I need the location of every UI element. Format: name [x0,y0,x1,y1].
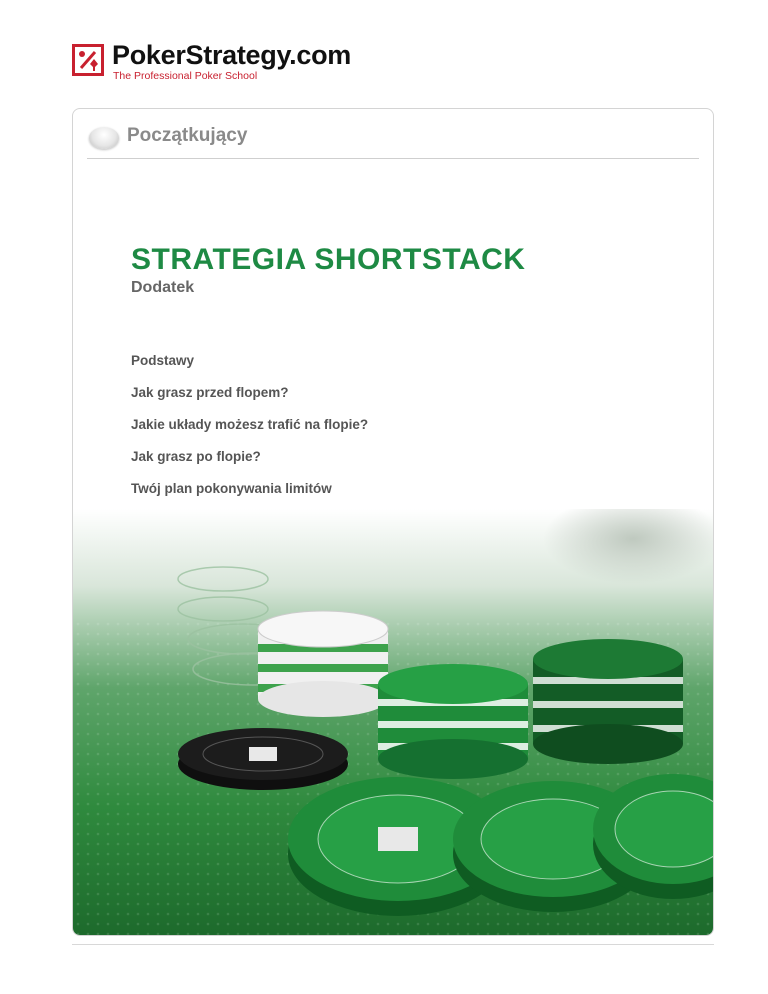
toc-item-preflop[interactable]: Jak grasz przed flopem? [131,385,289,400]
toc-item-flop-hands[interactable]: Jakie układy możesz trafić na flopie? [131,417,369,432]
poker-chips-illustration [73,509,713,935]
document-subtitle: Dodatek [131,279,195,296]
brand-tagline: The Professional Poker School [113,70,258,82]
percent-spade-logo-icon [72,44,104,76]
table-of-contents [131,353,368,513]
brand-name: PokerStrategy.com [112,40,351,70]
level-chip-icon [89,127,119,149]
chip-stack-dark-green [533,639,683,764]
cover-card [72,108,714,936]
level-header [89,123,699,159]
brand-logo [72,40,372,86]
chip-stack-white [258,611,388,717]
chip-black [178,728,348,790]
footer-divider [72,944,714,945]
level-label: Początkujący [127,125,248,146]
toc-item-postflop[interactable]: Jak grasz po flopie? [131,449,261,464]
document-title: STRATEGIA SHORTSTACK [131,243,526,276]
toc-item-basics[interactable]: Podstawy [131,353,195,368]
divider [87,158,699,159]
chip-stack-green [378,664,528,779]
toc-item-bankroll-plan[interactable]: Twój plan pokonywania limitów [131,481,332,496]
